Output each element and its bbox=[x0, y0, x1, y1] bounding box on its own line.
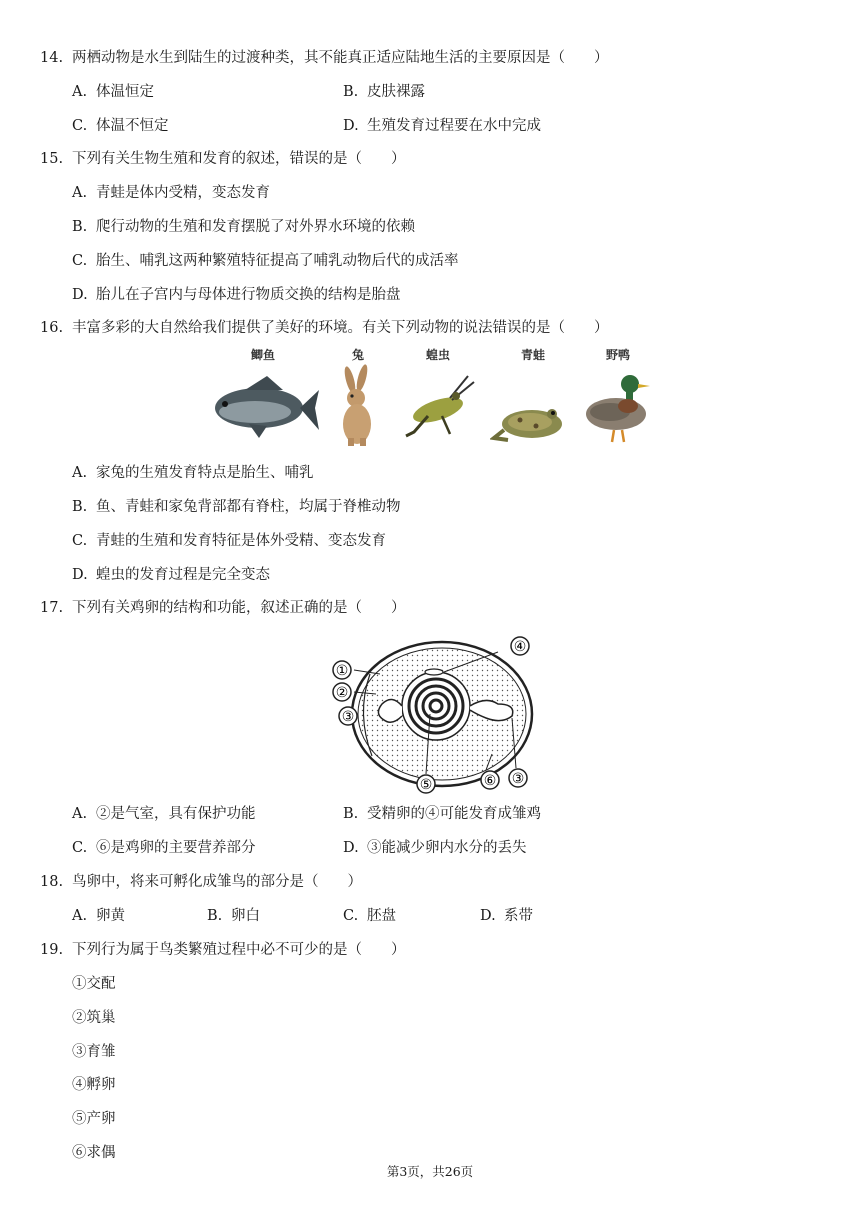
egg-structure-diagram bbox=[326, 634, 546, 798]
option-text: 爬行动物的生殖和发育摆脱了对外界水环境的依赖 bbox=[96, 219, 415, 235]
animal-caption: 青蛙 bbox=[520, 348, 545, 362]
option-text: 皮肤裸露 bbox=[367, 84, 425, 100]
option-text: 卵黄 bbox=[96, 908, 125, 924]
option-text: 青蛙是体内受精，变态发育 bbox=[96, 185, 270, 201]
question-stem: 下列有关生物生殖和发育的叙述，错误的是（ ） bbox=[72, 151, 406, 167]
question-stem: 下列行为属于鸟类繁殖过程中必不可少的是（ ） bbox=[72, 942, 406, 958]
option-c bbox=[72, 531, 386, 551]
option-letter: D. bbox=[343, 118, 359, 134]
question-number: 17. bbox=[40, 600, 64, 616]
option-a bbox=[72, 82, 154, 102]
option-text: ③能减少卵内水分的丢失 bbox=[367, 840, 527, 856]
option-a bbox=[72, 906, 125, 926]
diagram-label: ③ bbox=[341, 709, 355, 725]
option-a bbox=[72, 463, 314, 483]
option-text: 青蛙的生殖和发育特征是体外受精、变态发育 bbox=[96, 533, 386, 549]
diagram-label: ② bbox=[335, 685, 349, 701]
option-text: 体温不恒定 bbox=[96, 118, 169, 134]
option-letter: B. bbox=[72, 219, 88, 235]
option-c bbox=[72, 838, 256, 858]
diagram-label: ① bbox=[335, 663, 349, 679]
question-stem: 鸟卵中，将来可孵化成雏鸟的部分是（ ） bbox=[72, 874, 362, 890]
option-text: 受精卵的④可能发育成雏鸡 bbox=[367, 806, 541, 822]
option-c bbox=[72, 251, 459, 271]
option-letter: B. bbox=[72, 499, 88, 515]
animal-caption: 鲫鱼 bbox=[250, 348, 275, 362]
option-letter: A. bbox=[72, 185, 88, 201]
option-text: 卵白 bbox=[231, 908, 260, 924]
question-number: 16. bbox=[40, 320, 64, 336]
option-text: ②是气室，具有保护功能 bbox=[96, 806, 256, 822]
option-d bbox=[72, 285, 401, 305]
question-number: 14. bbox=[40, 50, 64, 66]
option-letter: C. bbox=[72, 840, 88, 856]
option-a bbox=[72, 804, 256, 824]
option-text: 生殖发育过程要在水中完成 bbox=[367, 118, 541, 134]
page-footer: 第3页，共26页 bbox=[386, 1164, 474, 1179]
option-letter: B. bbox=[343, 806, 359, 822]
option-d bbox=[343, 838, 527, 858]
option-b bbox=[207, 906, 260, 926]
animal-rabbit bbox=[326, 346, 390, 454]
option-letter: D. bbox=[480, 908, 496, 924]
animal-caption: 野鸭 bbox=[605, 348, 630, 362]
option-d bbox=[72, 565, 270, 585]
option-letter: B. bbox=[207, 908, 223, 924]
diagram-label: ⑥ bbox=[483, 773, 497, 789]
animal-crucian-carp bbox=[205, 346, 321, 454]
option-text: 胎儿在子宫内与母体进行物质交换的结构是胎盘 bbox=[96, 287, 401, 303]
option-letter: A. bbox=[72, 908, 88, 924]
question-stem: 两栖动物是水生到陆生的过渡种类，其不能真正适应陆地生活的主要原因是（ ） bbox=[72, 50, 609, 66]
option-letter: A. bbox=[72, 806, 88, 822]
option-letter: D. bbox=[343, 840, 359, 856]
question-number: 15. bbox=[40, 151, 64, 167]
option-letter: C. bbox=[72, 253, 88, 269]
list-item: ④孵卵 bbox=[72, 1077, 116, 1093]
option-text: 蝗虫的发育过程是完全变态 bbox=[96, 567, 270, 583]
diagram-label: ③ bbox=[511, 771, 525, 787]
option-letter: B. bbox=[343, 84, 359, 100]
list-item: ①交配 bbox=[72, 976, 116, 992]
animal-caption: 兔 bbox=[351, 348, 364, 362]
option-b bbox=[72, 217, 415, 237]
option-text: 家兔的生殖发育特点是胎生、哺乳 bbox=[96, 465, 314, 481]
option-letter: C. bbox=[343, 908, 359, 924]
animal-frog bbox=[490, 346, 576, 454]
option-letter: A. bbox=[72, 84, 88, 100]
option-letter: C. bbox=[72, 118, 88, 134]
question-number: 19. bbox=[40, 942, 64, 958]
list-item: ⑤产卵 bbox=[72, 1111, 116, 1127]
question-stem: 下列有关鸡卵的结构和功能，叙述正确的是（ ） bbox=[72, 600, 406, 616]
list-item: ②筑巢 bbox=[72, 1010, 116, 1026]
option-c bbox=[343, 906, 396, 926]
option-text: 胚盘 bbox=[367, 908, 396, 924]
option-b bbox=[343, 804, 541, 824]
option-d bbox=[343, 116, 541, 136]
question-stem: 丰富多彩的大自然给我们提供了美好的环境。有关下列动物的说法错误的是（ ） bbox=[72, 320, 609, 336]
option-letter: D. bbox=[72, 287, 88, 303]
option-b bbox=[72, 497, 401, 517]
option-c bbox=[72, 116, 169, 136]
list-item: ⑥求偶 bbox=[72, 1145, 116, 1161]
option-text: ⑥是鸡卵的主要营养部分 bbox=[96, 840, 256, 856]
animal-locust bbox=[398, 346, 478, 454]
option-letter: A. bbox=[72, 465, 88, 481]
option-a bbox=[72, 183, 270, 203]
option-text: 胎生、哺乳这两种繁殖特征提高了哺乳动物后代的成活率 bbox=[96, 253, 459, 269]
list-item: ③育雏 bbox=[72, 1044, 116, 1060]
option-text: 鱼、青蛙和家兔背部都有脊柱，均属于脊椎动物 bbox=[96, 499, 401, 515]
option-b bbox=[343, 82, 425, 102]
diagram-label: ④ bbox=[513, 639, 527, 655]
option-text: 系带 bbox=[504, 908, 533, 924]
animal-wild-duck bbox=[576, 346, 660, 454]
option-letter: C. bbox=[72, 533, 88, 549]
option-d bbox=[480, 906, 533, 926]
animal-caption: 蝗虫 bbox=[425, 348, 450, 362]
question-number: 18. bbox=[40, 874, 64, 890]
diagram-label: ⑤ bbox=[419, 777, 433, 793]
option-text: 体温恒定 bbox=[96, 84, 154, 100]
option-letter: D. bbox=[72, 567, 88, 583]
